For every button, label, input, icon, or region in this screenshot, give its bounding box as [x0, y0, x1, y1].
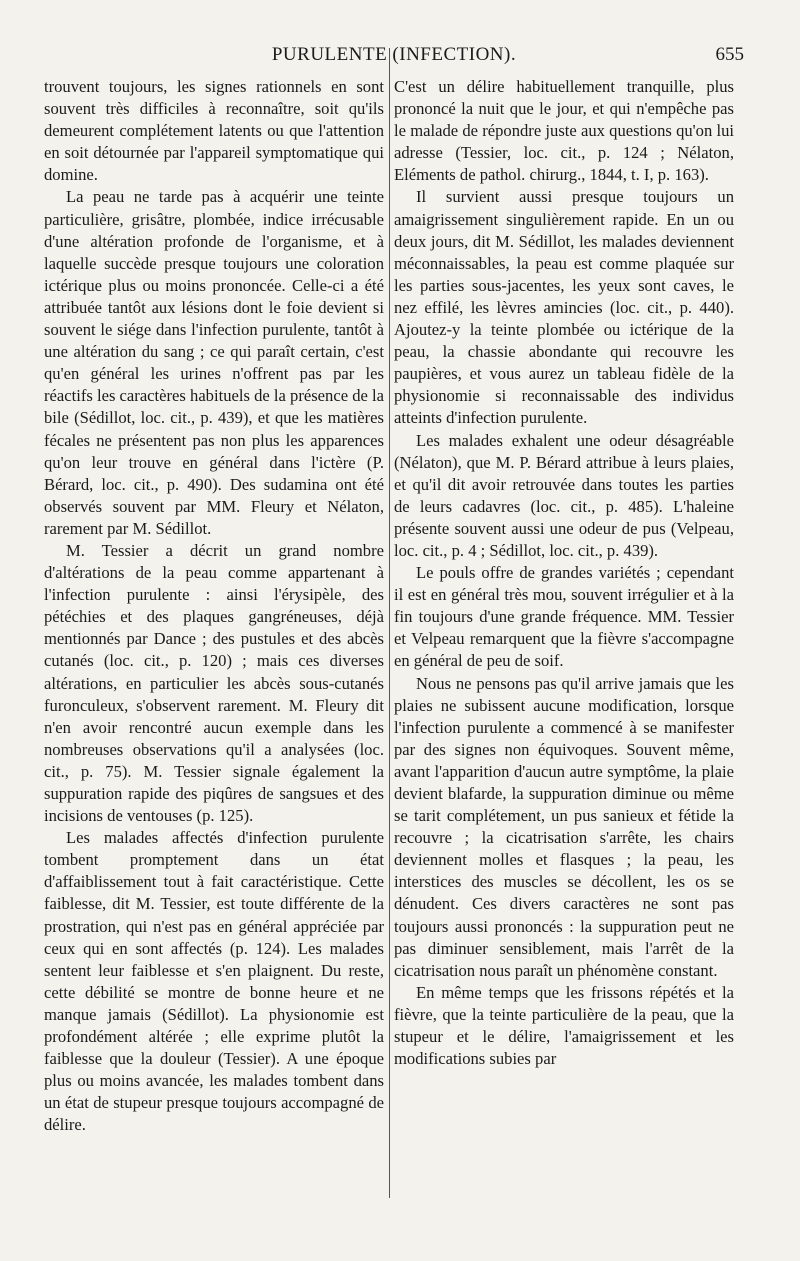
- running-title: PURULENTE (INFECTION).: [271, 44, 517, 65]
- paragraph: Les malades exhalent une odeur désagréable (Nélaton), que M. P. Bérard attribue à leurs plaies, et qu'il dit avoir retrouvée dans toutes les parties de leurs cadavres (loc. cit., p. 485). L'haleine présente souvent aussi une odeur de pus (Velpeau, loc. cit., p. 4 ; Sédillot, loc. cit., p. 439).: [394, 430, 734, 560]
- text-columns: [44, 76, 744, 1216]
- paragraph: M. Tessier a décrit un grand nombre d'altérations de la peau comme appartenant à l'infection purulente : ainsi l'érysipèle, des pétéchies et des plaques gangréneuses, déjà mentionnés par Dance ; des pustules et des abcès cutanés (loc. cit., p. 120) ; mais ces diverses altérations, en particulier les abcès sous-cutanés furonculeux, s'observent rarement. M. Fleury dit n'en avoir rencontré aucun exemple dans les nombreuses observations qu'il a analysées (loc. cit., p. 75). M. Tessier signale également la suppuration rapide des piqûres de sangsues et des incisions de ventouses (p. 125).: [44, 540, 384, 826]
- right-column: [394, 76, 734, 1070]
- left-column: [44, 76, 384, 1137]
- paragraph: Les malades affectés d'infection purulente tombent promptement dans un état d'affaiblissement tout à fait caractéristique. Cette faiblesse, dit M. Tessier, est toute différente de la prostration, qui n'est pas en général appréciée par ceux qui en sont affectés (p. 124). Les malades sentent leur faiblesse et s'en plaignent. Du reste, cette débilité se montre de bonne heure et ne manque jamais (Sédillot). La physionomie est profondément altérée ; elle exprime plutôt la faiblesse que la douleur (Tessier). A une époque plus ou moins avancée, les malades tombent dans un état de stupeur presque toujours accompagné de délire.: [44, 828, 384, 1135]
- column-divider: [389, 48, 391, 1198]
- paragraph: Nous ne pensons pas qu'il arrive jamais que les plaies ne subissent aucune modification, lorsque l'infection purulente a commencé à se manifester par des signes non équivoques. Souvent même, avant l'apparition d'aucun autre symptôme, la plaie devient blafarde, la suppuration diminue ou même se tarit complétement, un pus sanieux et fétide la recouvre ; la cicatrisation s'arrête, les chairs deviennent molles et flasques ; la peau, les interstices des muscles se décollent, les os se dénudent. Ces divers caractères ne sont pas toujours aussi prononcés : la suppuration peut ne pas diminuer sensiblement, mais l'arrêt de la cicatrisation nous paraît un phénomène constant.: [394, 673, 734, 980]
- page-number: 655: [715, 44, 744, 65]
- page-header: [44, 44, 744, 72]
- paragraph: Il survient aussi presque toujours un amaigrissement singulièrement rapide. En un ou deux jours, dit M. Sédillot, les malades deviennent méconnaissables, la peau est comme plaquée sur les parties sous-jacentes, les yeux sont caves, le nez effilé, les lèvres amincies (loc. cit., p. 440). Ajoutez-y la teinte plombée ou ictérique de la peau, la chassie abondante qui recouvre les paupières, et vous aurez un tableau fidèle de la physionomie si reconnaissable des individus atteints d'infection purulente.: [394, 187, 734, 428]
- paragraph: trouvent toujours, les signes rationnels en sont souvent très difficiles à reconnaître, soit qu'ils demeurent complétement latents ou que l'attention en soit détournée par l'appareil symptomatique qui domine.: [44, 77, 384, 185]
- paragraph: C'est un délire habituellement tranquille, plus prononcé la nuit que le jour, et qui n'empêche pas le malade de répondre juste aux questions qu'on lui adresse (Tessier, loc. cit., p. 124 ; Nélaton, Eléments de pathol. chirurg., 1844, t. I, p. 163).: [394, 77, 734, 185]
- paragraph: En même temps que les frissons répétés et la fièvre, que la teinte particulière de la peau, que la stupeur et le délire, l'amaigrissement et les modifications subies par: [394, 982, 734, 1069]
- paragraph: La peau ne tarde pas à acquérir une teinte particulière, grisâtre, plombée, indice irrécusable d'une altération profonde de l'organisme, et à laquelle succède presque toujours une coloration ictérique plus ou moins prononcée. Celle-ci a été attribuée tantôt aux lésions dont le foie devient si souvent le siége dans l'infection purulente, tantôt à une altération du sang ; ce qui paraît certain, c'est qu'en général les urines n'offrent pas par les réactifs les caractères habituels de la présence de la bile (Sédillot, loc. cit., p. 439), et que les matières fécales ne présentent pas non plus les apparences qu'on leur trouve en général dans l'ictère (P. Bérard, loc. cit., p. 490). Des sudamina ont été observés souvent par MM. Fleury et Nélaton, rarement par M. Sédillot.: [44, 187, 384, 538]
- paragraph: Le pouls offre de grandes variétés ; cependant il est en général très mou, souvent irrégulier et à la fin toujours d'une grande fréquence. MM. Tessier et Velpeau remarquent que la fièvre s'accompagne en général de peu de soif.: [394, 563, 734, 671]
